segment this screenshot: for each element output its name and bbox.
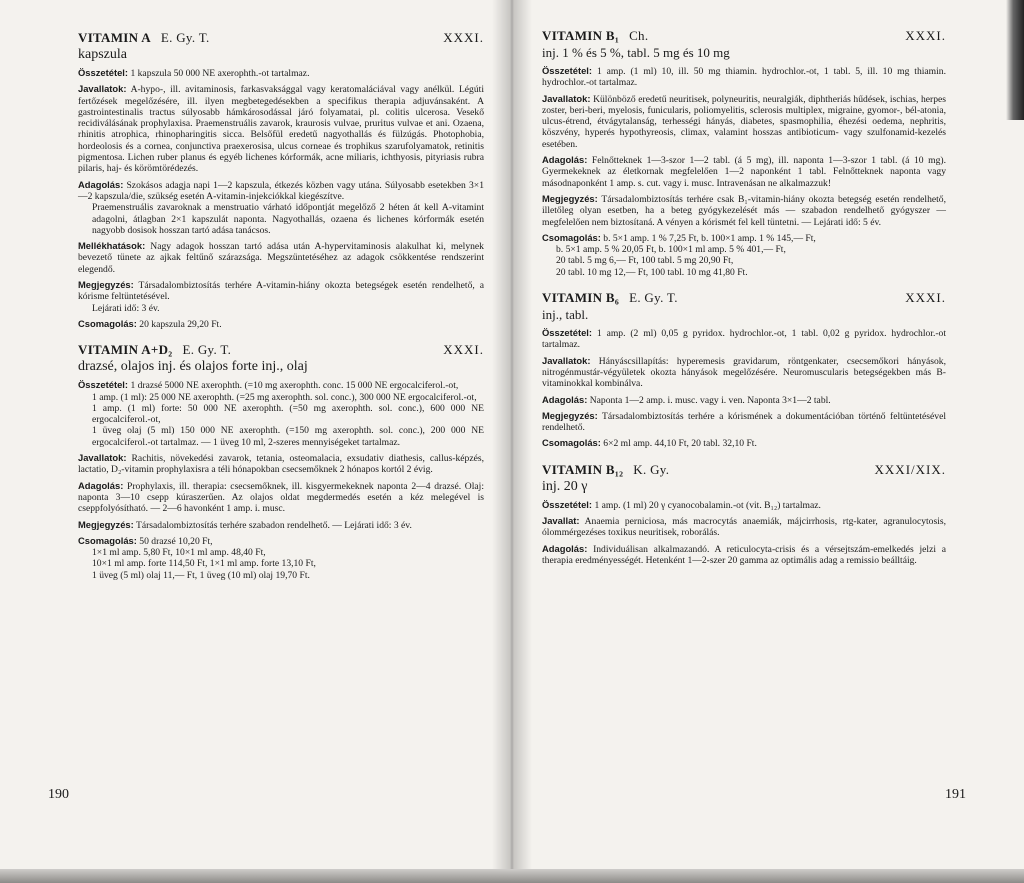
entry-maker: E. Gy. T. xyxy=(629,290,678,306)
entry-header xyxy=(542,290,946,306)
section-megjegyzes: Megjegyzés: Társadalombiztosítás terhére csak B₁-vitamin-hiány okozta betegség esetén rendelhető, illetőleg olyan esetben, ha a beteg gyógykezelését más — szabadon rendelhető gyógyszer — megfelelően nem biztosítaná. A vényen a kórismét fel kell tüntetni. — Lejárati idő: 5 év. xyxy=(542,192,946,228)
section-javallatok: Javallatok: Rachitis, növekedési zavarok, tetania, osteomalacia, exsudativ diathesis, callus-képzés, lactatio, D₂-vitamin prophylaxisra a téli hónapokban csecsemőknek 2 hónapos kortól 2 évig. xyxy=(78,452,484,476)
section-osszetetel: Összetétel: 1 amp. (2 ml) 0,05 g pyridox. hydrochlor.-ot, 1 tabl. 0,02 g pyridox. hydrochlor.-ot tartalmaz. xyxy=(542,327,946,351)
entry-title: VITAMIN A+D₂ xyxy=(78,342,173,358)
section-csomagolas: Csomagolás: 6×2 ml amp. 44,10 Ft, 20 tabl. 32,10 Ft. xyxy=(542,437,757,450)
section-megjegyzes: Megjegyzés: Társadalombiztosítás terhére A-vitamin-hiány okozta betegségek esetén rendelhető, a kórisme feltüntetésével. Lejárati idő: 3 év. xyxy=(78,279,484,314)
scan-bottom-edge xyxy=(0,869,1024,883)
entry-code: XXXI. xyxy=(905,290,946,306)
entry-title: VITAMIN B₁₂ xyxy=(542,461,624,477)
section-adagolas: Adagolás: Felnőtteknek 1—3-szor 1—2 tabl. (á 5 mg), ill. naponta 1—3-szor 1 tabl. (á 10 mg). Gyermekeknek az életkornak megfelelően 1—2 naponként 1 tabl. Felnőtteknek naponta vagy másodnaponként 1 amp. s. cut. vagy i. musc. Intravenásan ne alkalmazzuk! xyxy=(542,154,946,189)
section-adagolas: Adagolás: Naponta 1—2 amp. i. musc. vagy i. ven. Naponta 3×1—2 tabl. xyxy=(542,393,831,406)
entry-title: VITAMIN B₁ xyxy=(542,28,620,43)
page-edge-shadow xyxy=(1006,0,1024,120)
entry-vitamin-a-d2 xyxy=(78,342,484,581)
page-number: 191 xyxy=(945,787,966,802)
entry-title: VITAMIN A xyxy=(78,30,151,45)
section-mellekhatasok: Mellékhatások: Nagy adagok hosszan tartó adása után A-hypervitaminosis alakulhat ki, melynek bevezető tünete az ajkak feltűnő szárazsága. Megszüntetéséhez az adagok csökkentése rendszerint elegendő. xyxy=(78,240,484,275)
page-number: 190 xyxy=(48,787,69,802)
entry-maker: E. Gy. T. xyxy=(182,342,232,358)
entry-maker: K. Gy. xyxy=(633,461,670,477)
entry-form: inj. 1 % és 5 %, tabl. 5 mg és 10 mg xyxy=(542,45,730,60)
section-javallatok: Javallatok: Hányáscsillapítás: hyperemesis gravidarum, röntgenkater, csecsemőkori hányások, nitrogénmustár-végyületek okozta hányások megelőzésére. Neuromuscularis betegségekben más B-vitaminokkal kombinálva. xyxy=(542,354,946,390)
section-adagolas: Adagolás: Szokásos adagja napi 1—2 kapszula, étkezés közben vagy utána. Súlyosabb esetekben 3×1—2 kapszula/die, szükség esetén A-vitamin-injekciókkal kiegészítve. Praemenstruális zavaroknak a menstruatio várható időpontját megelőző 2 héten át kell A-vitamint adagolni, átlagban 2×1 kapszulát naponta. Nagyothallás, ozaena és lichenes kórformák esetén nagyobb dosisok hosszan tartó adása tanácsos. xyxy=(78,178,484,236)
section-megjegyzes: Megjegyzés: Társadalombiztosítás terhére a kórismének a dokumentációban történő feltüntetésével rendelhető. xyxy=(542,409,946,434)
entry-header xyxy=(78,30,484,46)
entry-form: kapszula xyxy=(78,47,127,62)
section-csomagolas: Csomagolás: b. 5×1 amp. 1 % 7,25 Ft, b. 100×1 amp. 1 % 145,— Ft, b. 5×1 amp. 5 % 20,05 Ft, b. 100×1 ml amp. 5 % 401,— Ft, 20 tabl. 5 mg 6,— Ft, 100 tabl. 5 mg 20,90 Ft, 20 tabl. 10 mg 12,— Ft, 100 tabl. 10 mg 41,80 Ft. xyxy=(542,231,816,278)
entry-code: XXXI. xyxy=(443,30,484,45)
entry-vitamin-b6 xyxy=(542,290,946,450)
entry-maker: Ch. xyxy=(629,28,649,43)
entry-header xyxy=(78,342,484,358)
entry-header xyxy=(542,462,946,478)
section-osszetetel: Összetétel: 1 amp. (1 ml) 10, ill. 50 mg thiamin. hydrochlor.-ot, 1 tabl. 5, ill. 10 mg thiamin. hydrochlor.-ot tartalmaz. xyxy=(542,65,946,89)
entry-code: XXXI. xyxy=(443,342,484,358)
section-adagolas: Adagolás: Individuálisan alkalmazandó. A reticulocyta-crisis és a vérsejtszám-emelkedés jelzi a therapia eredményességét. Hetenként 1—2-szer 20 gamma az optimális adag a remissio beálltáig. xyxy=(542,542,947,566)
entry-code: XXXI. xyxy=(905,28,946,43)
entry-form: inj. 20 γ xyxy=(542,478,588,494)
section-javallat: Javallat: Anaemia perniciosa, más macrocytás anaemiák, májcirrhosis, rtg-kater, agranulocytosis, ólommérgezéses toxikus neuritisek, roborálás. xyxy=(542,515,946,539)
section-megjegyzes: Megjegyzés: Társadalombiztosítás terhére szabadon rendelhető. — Lejárati idő: 3 év. xyxy=(78,518,412,531)
entry-title: VITAMIN B₆ xyxy=(542,290,620,306)
entry-form: drazsé, olajos inj. és olajos forte inj., olaj xyxy=(78,359,308,375)
section-osszetetel: Összetétel: 1 amp. (1 ml) 20 γ cyanocobalamin.-ot (vit. B₁₂) tartalmaz. xyxy=(542,498,821,511)
entry-vitamin-b12 xyxy=(542,462,946,566)
section-javallatok: Javallatok: Különböző eredetű neuritisek, polyneuritis, neuralgiák, diphtheriás hűdések, ischias, herpes zoster, beri-beri, myelosis, funicularis, poliomyelitis, sclerosis multiplex, migraine, gyomor-, bél-atonia, ulcus-étrend, étvágytalanság, terhességi hányás, diabetes, spasmophilia, éhezési oedema, nephritis, köszvény, hyperés hypothyreosis, climax, valamint hosszas antibioticum- vagy szulfonamid-kezelés esetében. xyxy=(542,92,946,150)
entry-maker: E. Gy. T. xyxy=(160,30,210,45)
entry-form: inj., tabl. xyxy=(542,307,589,323)
section-javallatok: Javallatok: A-hypo-, ill. avitaminosis, farkasvaksággal vagy keratomaláciával vagy anélkül. Légúti fertőzések megelőzésére, ill. ilyen megbetegedésekben a specifikus therapia adjuvánsaként. A gastrointestinalis tractus súlyosabb hámkárosodással járó folyamatai, pl. colitis ulcerosa. Vesekő recidiválásának prophylaxisa. Praemenstruális zavarok, kraurosis vulvae, pruritus vulvae et ani. Ozaena, rhinitis atrophica, rhinopharingitis sicca. Belsőfül eredetű nagyothallás és fülzúgás. Photophobia, hordeolosis és a cornea, conjunctiva praexerosisa, ulcus corneae és trophikus szarufolyamatok, retinitis pigmentosa. Lichen ruber planus és egyéb lichenes kórformák, acne miliaris, ichthyosis, pityriasis rubra pilaris, haj- és körömtörédezés. xyxy=(78,83,484,175)
entry-vitamin-b1 xyxy=(542,28,946,278)
right-page xyxy=(512,0,1024,883)
section-osszetetel: Összetétel: 1 drazsé 5000 NE axerophth. (=10 mg axerophth. conc. 15 000 NE ergocalciferol.-ot, 1 amp. (1 ml): 25 000 NE axerophth. (=25 mg axerophth. sol. conc.), 300 000 NE ergocalciferol.-ot, 1 amp. (1 ml) forte: 50 000 NE axerophth. (=50 mg axerophth. sol. conc.), 600 000 NE ergocalciferol.-ot, 1 üveg olaj (5 ml) 150 000 NE axerophth. (=150 mg axerophth. sol. conc.), 200 000 NE ergocalciferol.-ot tartalmaz. — 1 üveg 10 ml, 2-szeres mennyiségeket tartalmaz. xyxy=(78,379,484,448)
entry-header xyxy=(542,28,946,44)
section-csomagolas: Csomagolás: 50 drazsé 10,20 Ft, 1×1 ml amp. 5,80 Ft, 10×1 ml amp. 48,40 Ft, 10×1 ml amp. forte 114,50 Ft, 1×1 ml amp. forte 13,10 Ft, 1 üveg (5 ml) olaj 11,— Ft, 1 üveg (10 ml) olaj 19,70 Ft. xyxy=(78,534,316,581)
entry-code: XXXI/XIX. xyxy=(874,461,946,477)
section-osszetetel: Összetétel: 1 kapszula 50 000 NE axerophth.-ot tartalmaz. xyxy=(78,67,310,79)
section-csomagolas: Csomagolás: 20 kapszula 29,20 Ft. xyxy=(78,317,222,330)
section-adagolas: Adagolás: Prophylaxis, ill. therapia: csecsemőknek, ill. kisgyermekeknek naponta 2—4 drazsé. Olaj: naponta 3—10 csepp kúraszerűen. Az olajos oldat megdermedés esetén a kéz melegével is cseppfolyósítható. — 2—6 havonként 1 amp. i. musc. xyxy=(78,479,484,515)
entry-vitamin-a xyxy=(78,30,484,330)
